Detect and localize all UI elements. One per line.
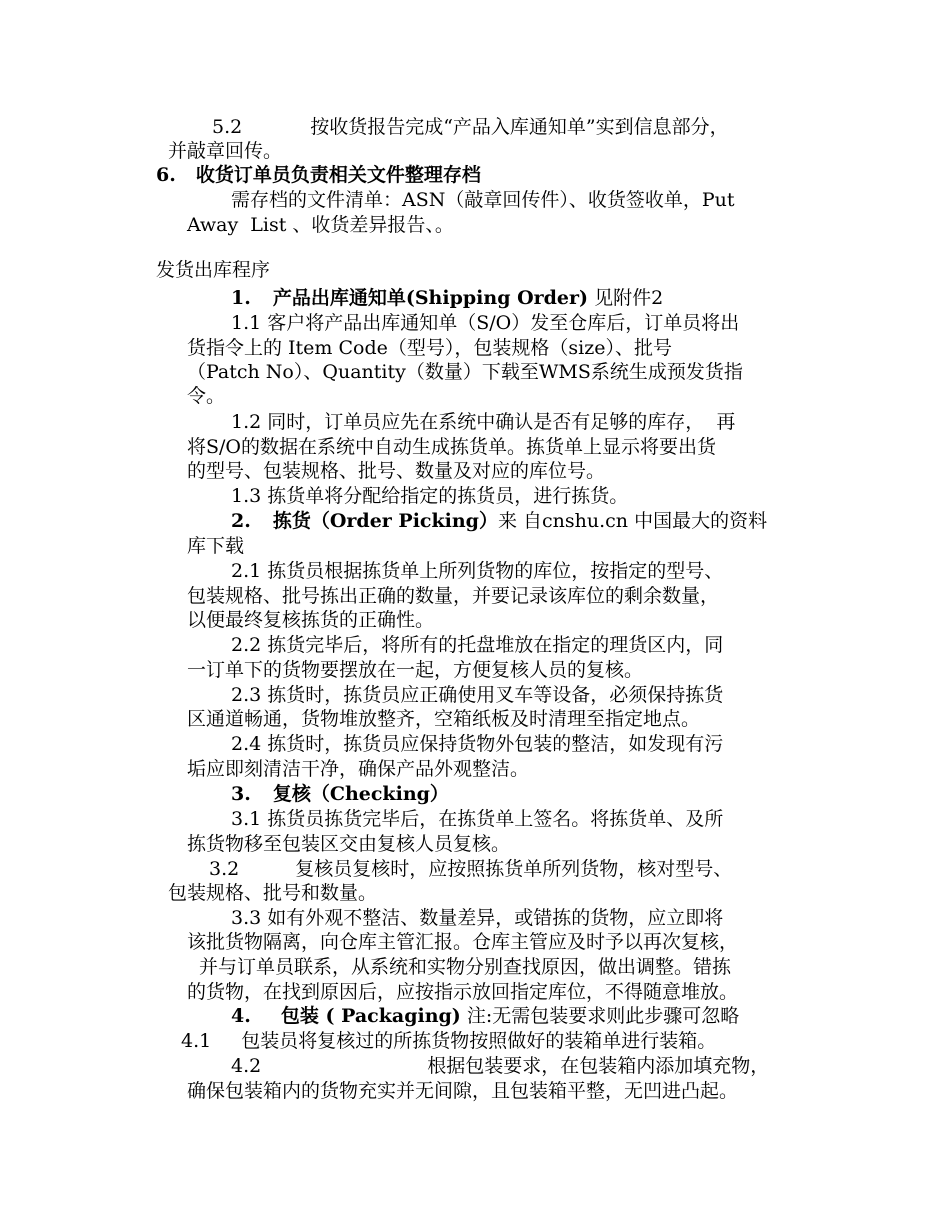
heading-number: 6. — [156, 164, 176, 186]
section-6-body-cont: Away List 、收货差异报告、。 — [187, 214, 454, 236]
para-1-1: 1.1 客户将产品出库通知单（S/O）发至仓库后，订单员将出 — [231, 312, 740, 334]
item-number: 4.1 — [181, 1030, 212, 1052]
heading-number: 1. — [231, 287, 251, 309]
para-4-2 — [231, 1054, 769, 1078]
para-1-2-line3: 的型号、包装规格、批号、数量及对应的库位号。 — [187, 460, 606, 482]
heading-text: 拣货（Order Picking） — [272, 510, 498, 532]
para-2-4: 2.4 拣货时，拣货员应保持货物外包装的整洁，如发现有污 — [231, 733, 724, 755]
para-1-2: 1.2 同时，订单员应先在系统中确认是否有足够的库存， 再 — [231, 411, 736, 433]
sec4-heading — [231, 1004, 739, 1028]
para-2-4-line2: 垢应即刻清洁干净，确保产品外观整洁。 — [187, 758, 530, 780]
sec2-heading-cont: 库下载 — [187, 535, 245, 557]
para-1-1-line2: 货指令上的 Item Code（型号），包装规格（size）、批号 — [187, 337, 672, 359]
heading-text: 产品出库通知单(Shipping Order) — [272, 287, 589, 309]
heading-number: 3. — [231, 783, 251, 805]
para-2-1-line2: 包装规格、批号拣出正确的数量，并要记录该库位的剩余数量， — [187, 585, 720, 607]
sec2-heading — [231, 509, 767, 533]
heading-text: 包装 ( Packaging) — [280, 1005, 461, 1027]
item-number: 5.2 — [212, 116, 243, 138]
item-text: 根据包装要求，在包装箱内添加填充物， — [427, 1055, 770, 1077]
heading-text: 复核（Checking） — [272, 783, 449, 805]
para-2-2-line2: 一订单下的货物要摆放在一起，方便复核人员的复核。 — [187, 659, 644, 681]
para-2-3-line2: 区通道畅通，货物堆放整齐，空箱纸板及时清理至指定地点。 — [187, 708, 701, 730]
heading-note: 见附件2 — [588, 287, 664, 309]
section-6-body: 需存档的文件清单：ASN（敲章回传件）、收货签收单，Put — [231, 189, 735, 211]
item-text: 按收货报告完成“产品入库通知单”实到信息部分， — [310, 116, 729, 138]
section-6-heading — [156, 163, 481, 187]
para-1-1-line3: （Patch No）、Quantity（数量）下载至WMS系统生成预发货指 — [187, 361, 743, 383]
heading-number: 4. — [231, 1005, 251, 1027]
para-3-1: 3.1 拣货员拣货完毕后，在拣货单上签名。将拣货单、及所 — [231, 808, 724, 830]
heading-text: 收货订单员负责相关文件整理存档 — [195, 164, 481, 186]
item-number: 3.2 — [209, 858, 240, 880]
item-5-2 — [212, 115, 729, 139]
item-text: 复核员复核时，应按照拣货单所列货物，核对型号、 — [295, 858, 733, 880]
para-3-3-line3: 并与订单员联系，从系统和实物分别查找原因，做出调整。错拣 — [199, 956, 732, 978]
heading-note: 来 自cnshu.cn 中国最大的资料 — [497, 510, 768, 532]
para-3-3-line4: 的货物，在找到原因后，应按指示放回指定库位，不得随意堆放。 — [187, 981, 739, 1003]
para-3-2 — [209, 857, 732, 881]
para-1-1-line4: 令。 — [187, 385, 226, 407]
para-3-2-line2: 包装规格、批号和数量。 — [168, 882, 378, 904]
shipping-title: 发货出库程序 — [156, 259, 271, 281]
para-3-3-line2: 该批货物隔离，向仓库主管汇报。仓库主管应及时予以再次复核， — [187, 931, 739, 953]
para-4-1 — [181, 1029, 716, 1053]
para-4-2-line2: 确保包装箱内的货物充实并无间隙，且包装箱平整，无凹进凸起。 — [187, 1080, 739, 1102]
item-text: 包装员将复核过的所拣货物按照做好的装箱单进行装箱。 — [241, 1030, 717, 1052]
para-2-1-line3: 以便最终复核拣货的正确性。 — [187, 609, 435, 631]
para-1-2-line2: 将S/O的数据在系统中自动生成拣货单。拣货单上显示将要出货 — [187, 436, 716, 458]
para-2-2: 2.2 拣货完毕后，将所有的托盘堆放在指定的理货区内，同 — [231, 634, 724, 656]
heading-note: 注:无需包装要求则此步骤可忽略 — [460, 1005, 740, 1027]
heading-number: 2. — [231, 510, 251, 532]
para-3-3: 3.3 如有外观不整洁、数量差异，或错拣的货物，应立即将 — [231, 907, 724, 929]
item-number: 4.2 — [231, 1055, 262, 1077]
sec1-heading — [231, 286, 663, 310]
para-3-1-line2: 拣货物移至包装区交由复核人员复核。 — [187, 833, 511, 855]
para-2-1: 2.1 拣货员根据拣货单上所列货物的库位，按指定的型号、 — [231, 560, 724, 582]
para-1-3: 1.3 拣货单将分配给指定的拣货员，进行拣货。 — [231, 485, 629, 507]
sec3-heading — [231, 782, 449, 806]
para-2-3: 2.3 拣货时，拣货员应正确使用叉车等设备，必须保持拣货 — [231, 684, 724, 706]
item-5-2-continuation: 并敲章回传。 — [168, 140, 283, 162]
